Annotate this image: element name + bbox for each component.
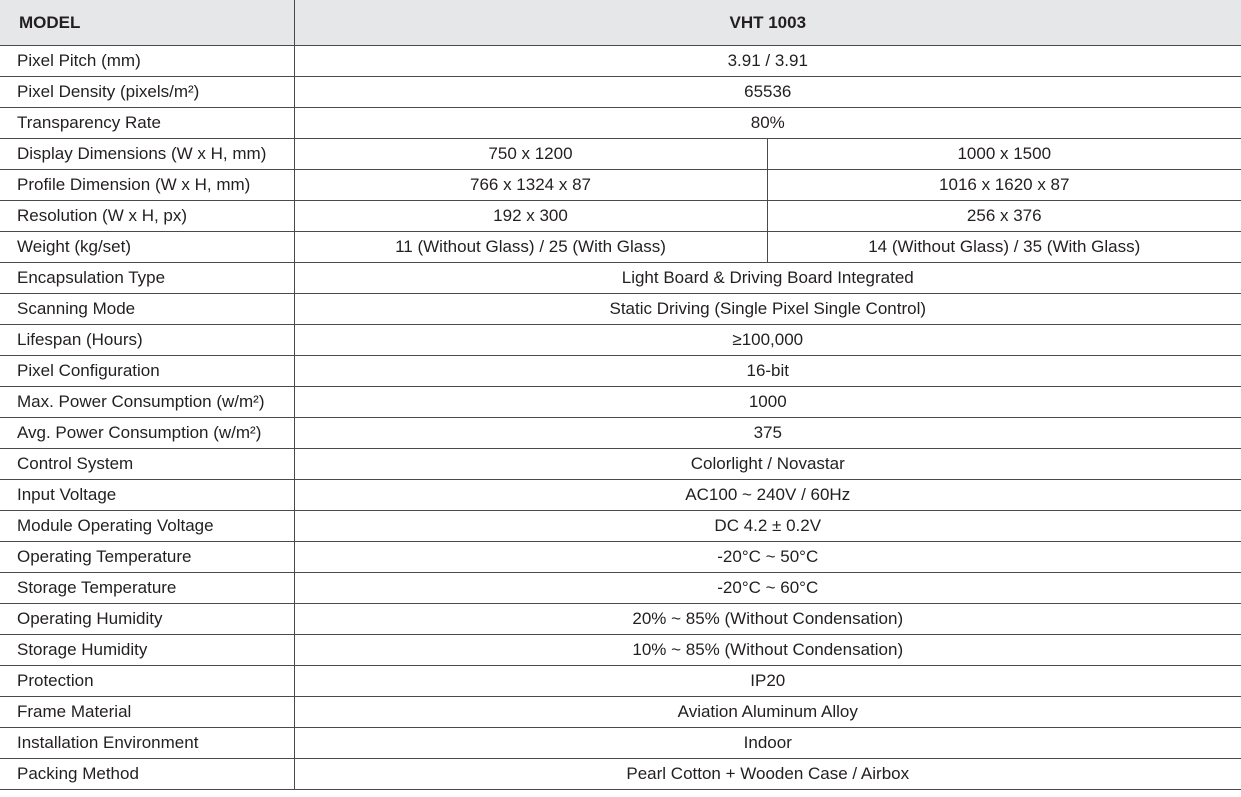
- table-row: [0, 666, 1241, 697]
- spec-value: 375: [294, 418, 1241, 449]
- table-header-row: [0, 0, 1241, 46]
- table-row: [0, 635, 1241, 666]
- spec-label: Lifespan (Hours): [0, 325, 294, 356]
- table-row: [0, 697, 1241, 728]
- spec-value: AC100 ~ 240V / 60Hz: [294, 480, 1241, 511]
- spec-label: Operating Humidity: [0, 604, 294, 635]
- spec-value: Colorlight / Novastar: [294, 449, 1241, 480]
- spec-value: 1016 x 1620 x 87: [767, 170, 1241, 201]
- table-row: [0, 542, 1241, 573]
- table-row: [0, 108, 1241, 139]
- table-row: [0, 46, 1241, 77]
- spec-label: Module Operating Voltage: [0, 511, 294, 542]
- table-row: [0, 325, 1241, 356]
- spec-value: 14 (Without Glass) / 35 (With Glass): [767, 232, 1241, 263]
- spec-value: 192 x 300: [294, 201, 767, 232]
- table-row: [0, 294, 1241, 325]
- table-row: [0, 387, 1241, 418]
- spec-value: 20% ~ 85% (Without Condensation): [294, 604, 1241, 635]
- spec-label: Protection: [0, 666, 294, 697]
- table-row: [0, 418, 1241, 449]
- spec-label: Max. Power Consumption (w/m²): [0, 387, 294, 418]
- spec-value: 16-bit: [294, 356, 1241, 387]
- table-row: [0, 480, 1241, 511]
- spec-value: 256 x 376: [767, 201, 1241, 232]
- spec-label: Transparency Rate: [0, 108, 294, 139]
- table-row: [0, 170, 1241, 201]
- spec-value: 80%: [294, 108, 1241, 139]
- spec-value: Indoor: [294, 728, 1241, 759]
- spec-value: 3.91 / 3.91: [294, 46, 1241, 77]
- table-row: [0, 356, 1241, 387]
- spec-table-body: [0, 46, 1241, 790]
- spec-value: -20°C ~ 60°C: [294, 573, 1241, 604]
- spec-label: Control System: [0, 449, 294, 480]
- spec-value: 766 x 1324 x 87: [294, 170, 767, 201]
- spec-label: Display Dimensions (W x H, mm): [0, 139, 294, 170]
- table-row: [0, 573, 1241, 604]
- spec-label: Avg. Power Consumption (w/m²): [0, 418, 294, 449]
- spec-label: Pixel Pitch (mm): [0, 46, 294, 77]
- spec-label: Frame Material: [0, 697, 294, 728]
- spec-value: IP20: [294, 666, 1241, 697]
- spec-value: 65536: [294, 77, 1241, 108]
- model-label: MODEL: [0, 0, 294, 46]
- spec-value: Pearl Cotton + Wooden Case / Airbox: [294, 759, 1241, 790]
- table-row: [0, 77, 1241, 108]
- table-row: [0, 604, 1241, 635]
- spec-label: Input Voltage: [0, 480, 294, 511]
- spec-label: Packing Method: [0, 759, 294, 790]
- table-row: [0, 511, 1241, 542]
- model-value: VHT 1003: [294, 0, 1241, 46]
- table-row: [0, 263, 1241, 294]
- spec-label: Scanning Mode: [0, 294, 294, 325]
- spec-label: Pixel Configuration: [0, 356, 294, 387]
- table-row: [0, 232, 1241, 263]
- spec-label: Storage Temperature: [0, 573, 294, 604]
- spec-value: 10% ~ 85% (Without Condensation): [294, 635, 1241, 666]
- spec-value: -20°C ~ 50°C: [294, 542, 1241, 573]
- table-row: [0, 449, 1241, 480]
- spec-value: Light Board & Driving Board Integrated: [294, 263, 1241, 294]
- spec-value: DC 4.2 ± 0.2V: [294, 511, 1241, 542]
- spec-value: ≥100,000: [294, 325, 1241, 356]
- spec-label: Profile Dimension (W x H, mm): [0, 170, 294, 201]
- spec-value: 750 x 1200: [294, 139, 767, 170]
- spec-label: Storage Humidity: [0, 635, 294, 666]
- spec-label: Pixel Density (pixels/m²): [0, 77, 294, 108]
- spec-label: Installation Environment: [0, 728, 294, 759]
- spec-value: Aviation Aluminum Alloy: [294, 697, 1241, 728]
- table-row: [0, 759, 1241, 790]
- spec-value: Static Driving (Single Pixel Single Control): [294, 294, 1241, 325]
- spec-value: 1000: [294, 387, 1241, 418]
- spec-value: 1000 x 1500: [767, 139, 1241, 170]
- spec-value: 11 (Without Glass) / 25 (With Glass): [294, 232, 767, 263]
- spec-label: Operating Temperature: [0, 542, 294, 573]
- table-row: [0, 728, 1241, 759]
- spec-label: Resolution (W x H, px): [0, 201, 294, 232]
- spec-label: Weight (kg/set): [0, 232, 294, 263]
- table-row: [0, 139, 1241, 170]
- spec-label: Encapsulation Type: [0, 263, 294, 294]
- table-row: [0, 201, 1241, 232]
